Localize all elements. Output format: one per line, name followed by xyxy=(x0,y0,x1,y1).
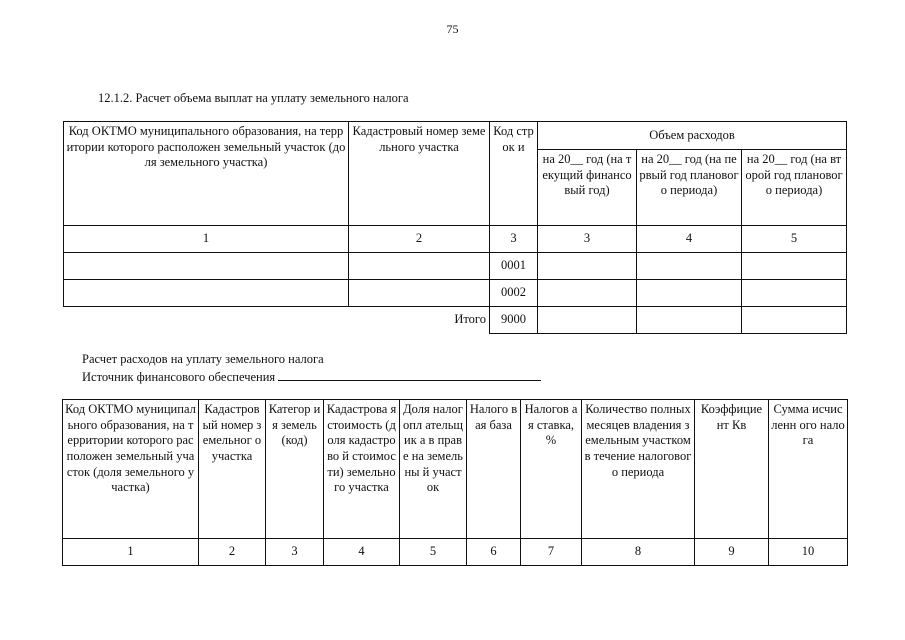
table-cell xyxy=(538,253,637,280)
header-expense-volume: Объем расходов xyxy=(538,122,847,150)
table-row xyxy=(64,253,847,280)
header-cadastral-value: Кадастрова я стоимость (доля кадастрово й стоимости) земельного участка xyxy=(324,400,400,539)
column-number: 7 xyxy=(521,539,582,566)
table-cell xyxy=(64,280,349,307)
table-cell xyxy=(637,253,742,280)
header-oktmo: Код ОКТМО муниципального образования, на территории которого расположен земельный участок (доля земельного участка) xyxy=(64,122,349,226)
header-coefficient-kv: Коэффицие нт Кв xyxy=(695,400,769,539)
row-code: 0001 xyxy=(490,253,538,280)
header-row-code: Код строк и xyxy=(490,122,538,226)
table-cell xyxy=(349,253,490,280)
funding-source-label: Источник финансового обеспечения xyxy=(82,370,276,384)
table-cell xyxy=(742,280,847,307)
header-current-year: на 20__ год (на текущий финансовый год) xyxy=(538,150,637,226)
total-row xyxy=(64,307,847,334)
table-cell xyxy=(64,253,349,280)
page-number: 75 xyxy=(446,22,459,36)
header-tax-base: Налого вая база xyxy=(467,400,521,539)
column-number: 5 xyxy=(742,226,847,253)
section-title: 12.1.2. Расчет объема выплат на уплату земельного налога xyxy=(98,91,409,105)
table-cell xyxy=(742,253,847,280)
expenses-volume-table xyxy=(63,121,847,334)
total-code: 9000 xyxy=(490,307,538,334)
header-tax-rate: Налогов ая ставка, % xyxy=(521,400,582,539)
column-number: 4 xyxy=(637,226,742,253)
column-number: 8 xyxy=(582,539,695,566)
column-number: 6 xyxy=(467,539,521,566)
header-taxpayer-share: Доля налогопл ательщик а в праве на земельны й участок xyxy=(400,400,467,539)
column-number: 2 xyxy=(349,226,490,253)
table-row xyxy=(64,280,847,307)
column-number: 3 xyxy=(266,539,324,566)
header-land-category: Категор ия земель (код) xyxy=(266,400,324,539)
funding-source-blank xyxy=(278,368,541,381)
land-tax-calculation-table xyxy=(62,399,848,566)
table-cell xyxy=(637,280,742,307)
table-cell xyxy=(538,307,637,334)
column-number: 10 xyxy=(769,539,848,566)
column-number: 2 xyxy=(199,539,266,566)
funding-source-line xyxy=(82,368,541,386)
header-oktmo: Код ОКТМО муниципального образования, на территории которого расположен земельный участок (доля земельного участка) xyxy=(63,400,199,539)
total-label: Итого xyxy=(64,307,490,334)
table-cell xyxy=(538,280,637,307)
header-months-owned: Количество полных месяцев владения земельным участком в течение налогового периода xyxy=(582,400,695,539)
column-number: 1 xyxy=(63,539,199,566)
header-cadastral-number: Кадастров ый номер земельног о участка xyxy=(199,400,266,539)
column-number: 1 xyxy=(64,226,349,253)
column-number: 9 xyxy=(695,539,769,566)
row-code: 0002 xyxy=(490,280,538,307)
header-second-planning-year: на 20__ год (на второй год планового периода) xyxy=(742,150,847,226)
table-cell xyxy=(742,307,847,334)
column-number: 4 xyxy=(324,539,400,566)
header-calculated-tax: Сумма исчисленн ого налога xyxy=(769,400,848,539)
column-number: 5 xyxy=(400,539,467,566)
header-cadastral-number: Кадастровый номер земельного участка xyxy=(349,122,490,226)
table-cell xyxy=(349,280,490,307)
column-number: 3 xyxy=(538,226,637,253)
header-first-planning-year: на 20__ год (на первый год планового периода) xyxy=(637,150,742,226)
column-number: 3 xyxy=(490,226,538,253)
table-cell xyxy=(637,307,742,334)
subtitle: Расчет расходов на уплату земельного налога xyxy=(82,352,324,366)
